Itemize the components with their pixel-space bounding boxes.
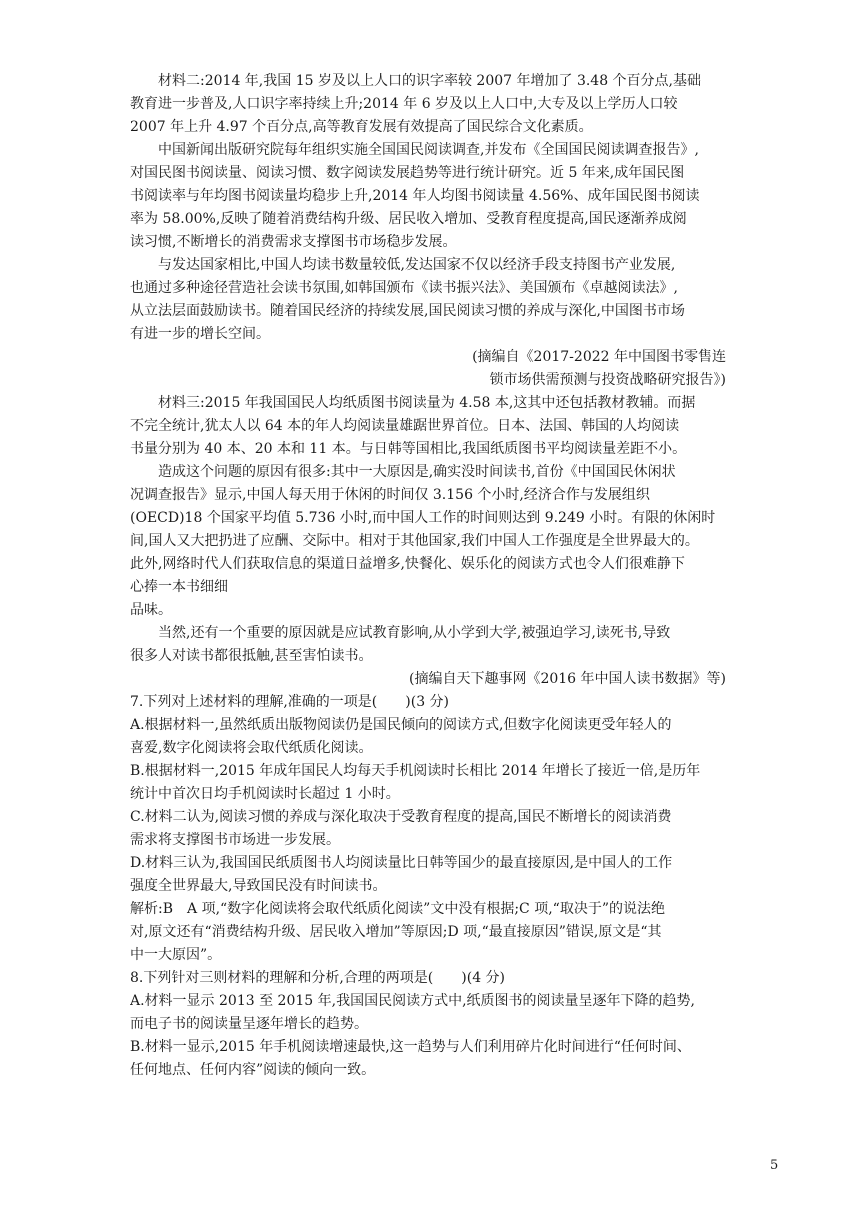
- text-line: 当然,还有一个重要的原因就是应试教育影响,从小学到大学,被强迫学习,读死书,导致: [158, 625, 671, 641]
- text-line: (摘编自《2017-2022 年中国图书零售连: [472, 349, 726, 365]
- page-number: 5: [770, 1158, 779, 1173]
- text-line: 锁市场供需预测与投资战略研究报告》): [489, 372, 726, 388]
- text-line: 也通过多种途径营造社会读书氛围,如韩国颁布《读书振兴法》、美国颁布《卓越阅读法》,: [130, 280, 678, 296]
- text-line: B.材料一显示,2015 年手机阅读增速最快,这一趋势与人们利用碎片化时间进行“任何时间、: [130, 1039, 691, 1055]
- text-line: 书阅读率与年均图书阅读量均稳步上升,2014 年人均图书阅读量 4.56%、成年国民图书阅读: [130, 188, 700, 204]
- text-line: 不完全统计,犹太人以 64 本的年人均阅读量雄踞世界首位。日本、法国、韩国的人均阅读: [130, 418, 680, 434]
- text-line: 心捧一本书细细: [130, 579, 228, 595]
- text-line: 与发达国家相比,中国人均读书数量较低,发达国家不仅以经济手段支持图书产业发展,: [158, 257, 676, 273]
- text-line: 材料三:2015 年我国国民人均纸质图书阅读量为 4.58 本,这其中还包括教材教辅。而据: [158, 395, 696, 411]
- text-line: 品味。: [130, 602, 172, 618]
- text-line: 有进一步的增长空间。: [130, 326, 270, 342]
- text-line: 7.下列对上述材料的理解,准确的一项是( )(3 分): [130, 694, 450, 710]
- text-line: 况调查报告》显示,中国人每天用于休闲的时间仅 3.156 个小时,经济合作与发展组织: [130, 487, 650, 503]
- text-line: 很多人对读书都很抵触,甚至害怕读书。: [130, 648, 373, 664]
- text-line: 造成这个问题的原因有很多:其中一大原因是,确实没时间读书,首份《中国国民休闲状: [158, 464, 676, 480]
- text-line: 8.下列针对三则材料的理解和分析,合理的两项是( )(4 分): [130, 970, 506, 986]
- text-line: 对,原文还有“消费结构升级、居民收入增加”等原因;D 项,“最直接原因”错误,原文是“其: [130, 924, 662, 940]
- text-line: 读习惯,不断增长的消费需求支撑图书市场稳步发展。: [130, 234, 457, 250]
- text-line: 对国民图书阅读量、阅读习惯、数字阅读发展趋势等进行统计研究。近 5 年来,成年国民图: [130, 165, 685, 181]
- text-line: (摘编自天下趣事网《2016 年中国人读书数据》等): [408, 671, 726, 687]
- text-line: D.材料三认为,我国国民纸质图书人均阅读量比日韩等国少的最直接原因,是中国人的工作: [130, 855, 673, 871]
- text-line: A.根据材料一,虽然纸质出版物阅读仍是国民倾向的阅读方式,但数字化阅读更受年轻人的: [130, 717, 672, 733]
- text-line: 中国新闻出版研究院每年组织实施全国国民阅读调查,并发布《全国国民阅读调查报告》,: [158, 142, 699, 158]
- text-line: 材料二:2014 年,我国 15 岁及以上人口的识字率较 2007 年增加了 3.48 个百分点,基础: [158, 73, 702, 89]
- text-line: C.材料二认为,阅读习惯的养成与深化取决于受教育程度的提高,国民不断增长的阅读消费: [130, 809, 672, 825]
- text-line: 任何地点、任何内容”阅读的倾向一致。: [130, 1062, 376, 1078]
- text-line: 需求将支撑图书市场进一步发展。: [130, 832, 340, 848]
- text-line: 统计中首次日均手机阅读时长超过 1 小时。: [130, 786, 400, 802]
- document-body: [130, 70, 726, 1082]
- text-line: 喜爱,数字化阅读将会取代纸质化阅读。: [130, 740, 373, 756]
- text-line: B.根据材料一,2015 年成年国民人均每天手机阅读时长相比 2014 年增长了接近一倍,是历年: [130, 763, 701, 779]
- text-line: 从立法层面鼓励读书。随着国民经济的持续发展,国民阅读习惯的养成与深化,中国图书市场: [130, 303, 685, 319]
- text-line: 强度全世界最大,导致国民没有时间读书。: [130, 878, 387, 894]
- text-line: 此外,网络时代人们获取信息的渠道日益增多,快餐化、娱乐化的阅读方式也令人们很难静下: [130, 556, 685, 572]
- text-line: 而电子书的阅读量呈逐年增长的趋势。: [130, 1016, 368, 1032]
- text-line: 2007 年上升 4.97 个百分点,高等教育发展有效提高了国民综合文化素质。: [130, 119, 593, 135]
- text-line: 书量分别为 40 本、20 本和 11 本。与日韩等国相比,我国纸质图书平均阅读量差距不小。: [130, 441, 687, 457]
- text-line: 中一大原因”。: [130, 947, 222, 963]
- text-line: A.材料一显示 2013 至 2015 年,我国国民阅读方式中,纸质图书的阅读量呈逐年下降的趋势,: [130, 993, 695, 1009]
- text-line: 解析:B A 项,“数字化阅读将会取代纸质化阅读”文中没有根据;C 项,“取决于”的说法绝: [130, 901, 665, 917]
- text-line: 教育进一步普及,人口识字率持续上升;2014 年 6 岁及以上人口中,大专及以上学历人口较: [130, 96, 678, 112]
- text-line: 间,国人又大把扔进了应酬、交际中。相对于其他国家,我们中国人工作强度是全世界最大的。: [130, 533, 699, 549]
- text-line: 率为 58.00%,反映了随着消费结构升级、居民收入增加、受教育程度提高,国民逐渐养成阅: [130, 211, 687, 227]
- text-line: (OECD)18 个国家平均值 5.736 小时,而中国人工作的时间则达到 9.249 小时。有限的休闲时: [130, 510, 716, 526]
